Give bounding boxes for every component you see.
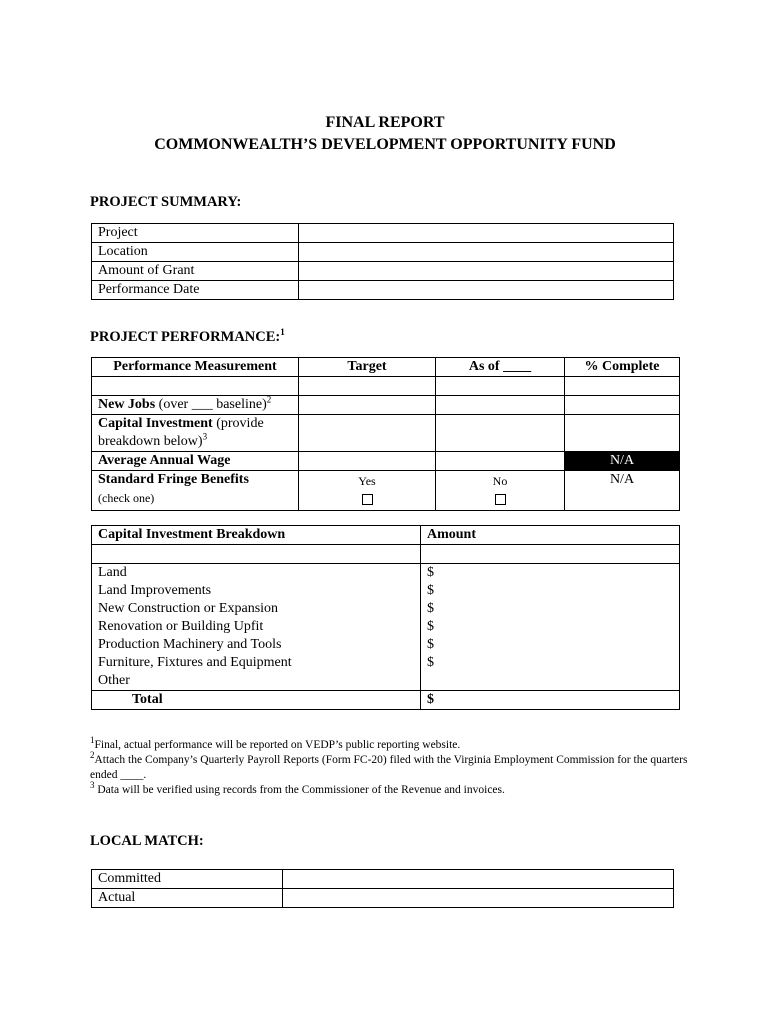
as-of-cell[interactable] xyxy=(436,452,565,471)
row-label: Location xyxy=(92,243,299,262)
label-bold: Capital Investment xyxy=(98,416,213,431)
row-label: Committed xyxy=(92,870,283,889)
list-item: New Construction or Expansion xyxy=(98,601,279,616)
table-row xyxy=(92,526,680,545)
amount-value: $ xyxy=(427,619,434,634)
value-cell[interactable] xyxy=(283,870,674,889)
empty-cell xyxy=(421,545,680,564)
amount-value: $ xyxy=(427,655,434,670)
target-cell[interactable] xyxy=(299,452,436,471)
table-row xyxy=(92,564,680,691)
list-item: Renovation or Building Upfit xyxy=(98,619,264,634)
row-label: Actual xyxy=(92,889,283,908)
capital-breakdown-table xyxy=(91,525,680,710)
empty-cell xyxy=(92,545,421,564)
label-rest: (over ___ baseline) xyxy=(155,397,267,412)
capital-investment-label xyxy=(92,415,299,452)
col-header: Capital Investment Breakdown xyxy=(92,526,421,545)
fringe-benefits-label xyxy=(92,471,299,511)
footnotes xyxy=(90,735,690,798)
target-cell[interactable] xyxy=(299,396,436,415)
amount-value: $ xyxy=(427,601,434,616)
amount-value: $ xyxy=(427,565,434,580)
no-option xyxy=(436,471,565,511)
no-label: No xyxy=(492,474,508,488)
empty-cell xyxy=(92,377,299,396)
list-item: Furniture, Fixtures and Equipment xyxy=(98,655,292,670)
items-label-cell xyxy=(92,564,421,691)
footnote xyxy=(90,780,690,798)
average-wage-label: Average Annual Wage xyxy=(92,452,299,471)
list-item: Land xyxy=(98,565,127,580)
footnote-mark: 2 xyxy=(90,750,95,761)
label-bold: New Jobs xyxy=(98,397,156,412)
table-row xyxy=(92,281,674,300)
label-bold: Standard Fringe Benefits xyxy=(98,472,249,487)
na-cell: N/A xyxy=(565,471,680,511)
footnote-text: Data will be verified using records from the Commissioner of the Revenue and invoices. xyxy=(94,784,505,796)
footnote xyxy=(90,735,690,753)
amount-value: $ xyxy=(427,637,434,652)
total-amount[interactable]: $ xyxy=(421,691,680,710)
yes-label: Yes xyxy=(358,474,376,488)
footnote-ref: 1 xyxy=(280,327,285,338)
table-row xyxy=(92,415,680,452)
local-match-table xyxy=(91,869,674,908)
yes-option xyxy=(299,471,436,511)
table-row xyxy=(92,545,680,564)
col-header: Amount xyxy=(421,526,680,545)
heading-text: PROJECT PERFORMANCE: xyxy=(90,329,281,345)
row-label: Project xyxy=(92,224,299,243)
value-cell[interactable] xyxy=(299,243,674,262)
items-amount-cell[interactable] xyxy=(421,564,680,691)
list-item: Land Improvements xyxy=(98,583,212,598)
na-cell: N/A xyxy=(565,452,680,471)
table-row xyxy=(92,452,680,471)
row-label: Amount of Grant xyxy=(92,262,299,281)
footnote-ref: 3 xyxy=(202,431,208,442)
value-cell[interactable] xyxy=(299,262,674,281)
footnote-text: Attach the Company’s Quarterly Payroll Reports (Form FC-20) filed with the Virginia Employment Commission for the quarters ended ____. xyxy=(90,754,688,781)
table-row xyxy=(92,396,680,415)
list-item: Other xyxy=(98,673,130,688)
report-title: FINAL REPORT xyxy=(325,114,445,131)
label-rest: (provide breakdown below) xyxy=(98,416,264,449)
as-of-cell[interactable] xyxy=(436,396,565,415)
new-jobs-label xyxy=(92,396,299,415)
col-header: Performance Measurement xyxy=(92,358,299,377)
col-header: % Complete xyxy=(565,358,680,377)
check-one-note: (check one) xyxy=(98,491,155,505)
footnote-mark: 1 xyxy=(90,735,95,746)
complete-cell[interactable] xyxy=(565,396,680,415)
local-match-heading: LOCAL MATCH: xyxy=(90,833,204,849)
yes-checkbox[interactable] xyxy=(362,494,373,505)
table-row xyxy=(92,262,674,281)
report-subtitle: COMMONWEALTH’S DEVELOPMENT OPPORTUNITY FUND xyxy=(154,136,616,153)
empty-cell xyxy=(436,377,565,396)
footnote-text: Final, actual performance will be reported on VEDP’s public reporting website. xyxy=(94,739,461,751)
footnote-ref: 2 xyxy=(266,394,272,405)
empty-cell xyxy=(299,377,436,396)
target-cell[interactable] xyxy=(299,415,436,452)
table-row xyxy=(92,889,674,908)
as-of-cell[interactable] xyxy=(436,415,565,452)
row-label: Performance Date xyxy=(92,281,299,300)
footnote xyxy=(90,750,690,783)
table-row xyxy=(92,691,680,710)
table-row xyxy=(92,224,674,243)
project-summary-heading: PROJECT SUMMARY: xyxy=(90,194,242,210)
amount-value xyxy=(427,672,673,690)
table-row xyxy=(92,243,674,262)
performance-table xyxy=(91,357,680,511)
table-row xyxy=(92,377,680,396)
project-summary-table xyxy=(91,223,674,300)
total-label: Total xyxy=(92,691,421,710)
table-row xyxy=(92,471,680,511)
table-row xyxy=(92,358,680,377)
empty-cell xyxy=(565,377,680,396)
col-header: As of ____ xyxy=(436,358,565,377)
footnote-mark: 3 xyxy=(90,780,95,791)
project-performance-heading xyxy=(90,329,285,346)
complete-cell[interactable] xyxy=(565,415,680,452)
table-row xyxy=(92,870,674,889)
value-cell[interactable] xyxy=(299,224,674,243)
amount-value: $ xyxy=(427,583,434,598)
col-header: Target xyxy=(299,358,436,377)
value-cell[interactable] xyxy=(299,281,674,300)
list-item: Production Machinery and Tools xyxy=(98,637,282,652)
value-cell[interactable] xyxy=(283,889,674,908)
no-checkbox[interactable] xyxy=(495,494,506,505)
